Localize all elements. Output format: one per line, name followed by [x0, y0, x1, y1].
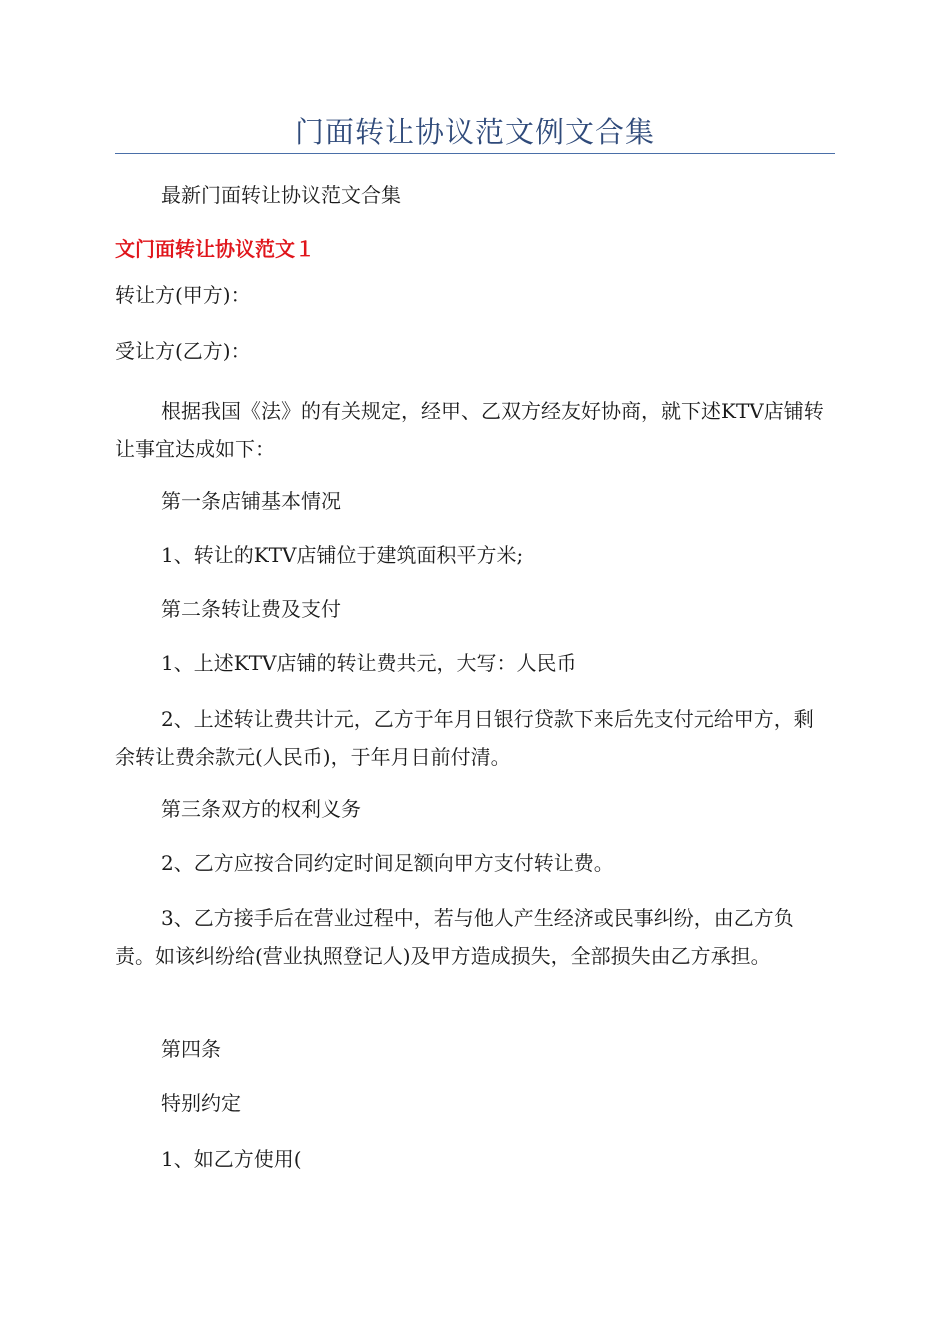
paragraph-article-3-item-3: 3、乙方接手后在营业过程中，若与他人产生经济或民事纠纷，由乙方负责。如该纠纷给(营业执照登记人)及甲方造成损失，全部损失由乙方承担。 [115, 906, 794, 968]
paragraph-article-1: 第一条店铺基本情况 [161, 489, 341, 513]
paragraph-article-3-item-2: 2、乙方应按合同约定时间足额向甲方支付转让费。 [161, 851, 614, 875]
paragraph-article-1-item-1: 1、转让的KTV店铺位于建筑面积平方米; [161, 543, 524, 567]
paragraph-article-2-item-2: 2、上述转让费共计元，乙方于年月日银行贷款下来后先支付元给甲方，剩余转让费余款元(人民币)，于年月日前付清。 [115, 707, 814, 769]
section-heading: 文门面转让协议范文１ [115, 237, 315, 261]
paragraph-article-3: 第三条双方的权利义务 [161, 797, 361, 821]
paragraph-special-terms: 特别约定 [161, 1091, 241, 1115]
document-subtitle: 最新门面转让协议范文合集 [161, 183, 401, 207]
paragraph-special-terms-item-1: 1、如乙方使用( [161, 1147, 302, 1171]
paragraph-article-2: 第二条转让费及支付 [161, 597, 341, 621]
paragraph-preamble: 根据我国《法》的有关规定，经甲、乙双方经友好协商，就下述KTV店铺转让事宜达成如下： [115, 399, 824, 461]
paragraph-article-4: 第四条 [161, 1037, 221, 1061]
title-underline [115, 153, 835, 154]
paragraph-transferee: 受让方(乙方)： [115, 339, 251, 363]
paragraph-article-2-item-1: 1、上述KTV店铺的转让费共元，大写：人民币 [161, 651, 577, 675]
paragraph-transferor: 转让方(甲方)： [115, 283, 251, 307]
document-title: 门面转让协议范文例文合集 [294, 115, 655, 149]
